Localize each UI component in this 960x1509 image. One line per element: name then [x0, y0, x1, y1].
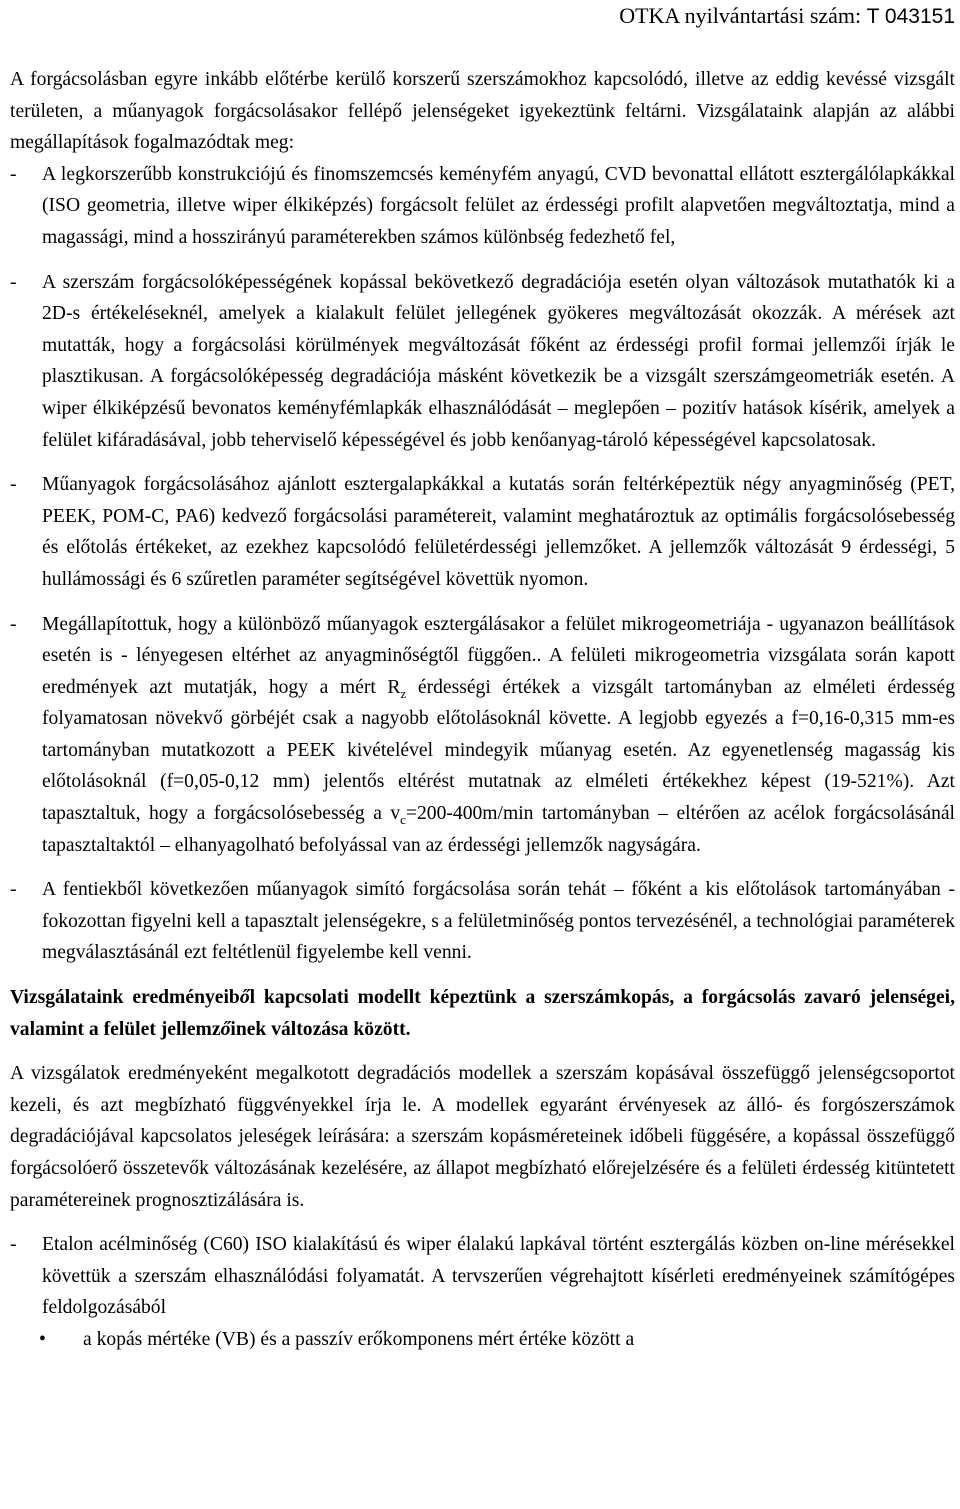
finding-item-1 [10, 159, 955, 254]
finding-4-part-3: =200-400m/min tartományban – eltérően az acélok forgácsolásánál tapasztaltaktól – elhanyagolható befolyással van az érdességi jellemzők nagyságára. [42, 803, 956, 856]
finding-text-5: A fentiekből következően műanyagok simító forgácsolása során tehát – főként a kis előtolások tartományában - fokozottan figyelni kell a tapasztalt jelenségekre, s a felületminőség pontos tervezésénél, a technológiai paraméterek megválasztásánál ezt feltétlenül figyelembe kell venni. [42, 879, 955, 964]
dash-marker: - [10, 1234, 17, 1256]
dash-marker: - [10, 474, 17, 496]
finding-text-4 [42, 614, 955, 856]
dash-marker: - [10, 613, 17, 635]
heading-part-1: Vizsgálataink eredményeib [10, 987, 240, 1009]
finding-4-part-1: Megállapítottuk, hogy a különböző műanyagok esztergálásakor a felület mikrogeometriája - ugyanazon beállítások esetén is - lényegesen eltérhet az anyagminőségtől függően.. A felületi mikrogeometria vizsgálata során kapott eredmények azt mutatják, hogy a mért R [42, 613, 955, 698]
finding-text-3: Műanyagok forgácsolásához ajánlott esztergalapkákkal a kutatás során feltérképeztük négy anyagminőség (PET, PEEK, POM-C, PA6) kedvező forgácsolási paramétereit, valamint meghatároztuk az optimális forgácsolósebesség és előtolás értékeket, az ezekhez kapcsolódó felületérdességi jellemzőket. A jellemzők változását 9 érdességi, 5 hullámossági és 6 szűretlen paraméter segítségével követtük nyomon. [42, 474, 955, 590]
intro-paragraph: A forgácsolásban egyre inkább előtérbe kerülő korszerű szerszámokhoz kapcsolódó, illetve az eddig kevéssé vizsgált területen, a műanyagok forgácsolásakor fellépő jelenségeket igyekeztünk feltárni. Vizsgálataink alapján az alábbi megállapítások fogalmazódtak meg: [10, 69, 955, 154]
heading-part-3: inek változása között. [230, 1018, 411, 1040]
bold-section-heading [10, 982, 955, 1045]
subscript-z: z [400, 685, 407, 701]
finding-item-4 [10, 609, 955, 862]
bullet-text: a kopás mértéke (VB) és a passzív erőkomponens mért értéke között a [83, 1328, 635, 1350]
finding-item-5 [10, 874, 955, 969]
etalon-text: Etalon acélminőség (C60) ISO kialakítású és wiper élalakú lapkával történt esztergálás közben on-line mérésekkel követtük a szerszám elhasználódási folyamatát. A tervszerűen végrehajtott kísérleti eredményeinek számítógépes feldolgozásából [42, 1234, 955, 1319]
finding-item-3 [10, 469, 955, 595]
bullet-marker: • [39, 1328, 46, 1350]
page-header [10, 0, 955, 31]
heading-part-2: l kapcsolati modellt képeztünk a szerszámkopás, a forgácsolás zavaró jelenségei, valamint a felület jellemz [10, 987, 955, 1040]
header-label: OTKA nyilvántartási szám: [619, 3, 862, 28]
header-number: T 043151 [866, 5, 955, 28]
bullet-item [10, 1324, 955, 1356]
dash-marker: - [10, 163, 17, 185]
heading-italic-1: ő [239, 987, 250, 1009]
finding-item-2 [10, 267, 955, 457]
subscript-c: c [400, 811, 406, 827]
finding-4-part-2: érdességi értékek a vizsgált tartományban az elméleti érdesség folyamatosan növekvő görbéjét csak a nagyobb előtolásoknál követte. A legjobb egyezés a f=0,16-0,315 mm-es tartományban mutatkozott a PEEK kivételével mindegyik műanyag esetén. Az egyenetlenség magasság kis előtolásoknál (f=0,05-0,12 mm) jelentős eltérést mutatnak az elméleti értékekhez képest (19-521%). Azt tapasztaltuk, hogy a forgácsolósebesség a v [42, 676, 955, 825]
dash-marker: - [10, 271, 17, 293]
etalon-item [10, 1229, 955, 1324]
model-paragraph: A vizsgálatok eredményeként megalkotott degradációs modellek a szerszám kopásával összefüggő jelenségcsoportot kezeli, és azt megbízható függvényekkel írja le. A modellek egyaránt érvényesek az álló- és forgószerszámok degradációjával kapcsolatos jeleségek leírására: a szerszám kopásméreteinek időbeli függésére, a kopással összefüggő forgácsolóerő összetevők változásának kezelésére, az állapot megbízható előrejelzésére és a felületi érdesség kitüntetett paramétereinek prognosztizálására is. [10, 1063, 955, 1211]
document-page [10, 0, 955, 1356]
finding-text-1: A legkorszerűbb konstrukciójú és finomszemcsés keményfém anyagú, CVD bevonattal ellátott esztergálólapkákkal (ISO geometria, illetve wiper élkiképzés) forgácsolt felület az érdességi profilt alapvetően megváltoztatja, mind a magassági, mind a hosszirányú paraméterekben számos különbség fedezhető fel, [42, 163, 955, 248]
dash-marker: - [10, 879, 17, 901]
heading-italic-2: ő [220, 1018, 231, 1040]
finding-text-2: A szerszám forgácsolóképességének kopással bekövetkező degradációja esetén olyan változások mutathatók ki a 2D-s értékeléseknél, amelyek a kialakult felület jellegének gyökeres megváltozását okozzák. A mérések azt mutatták, hogy a forgácsolási körülmények megváltozását főként az érdességi profil formai jellemzői írják le plasztikusan. A forgácsolóképesség degradációja másként következik be a vizsgált szerszámgeometriák esetén. A wiper élkiképzésű bevonatos keményfémlapkák elhasználódását – meglepően – pozitív hatások kísérik, amelyek a felület kifáradásával, jobb teherviselő képességével és jobb kenőanyag-tároló képességével kapcsolatosak. [42, 271, 955, 451]
